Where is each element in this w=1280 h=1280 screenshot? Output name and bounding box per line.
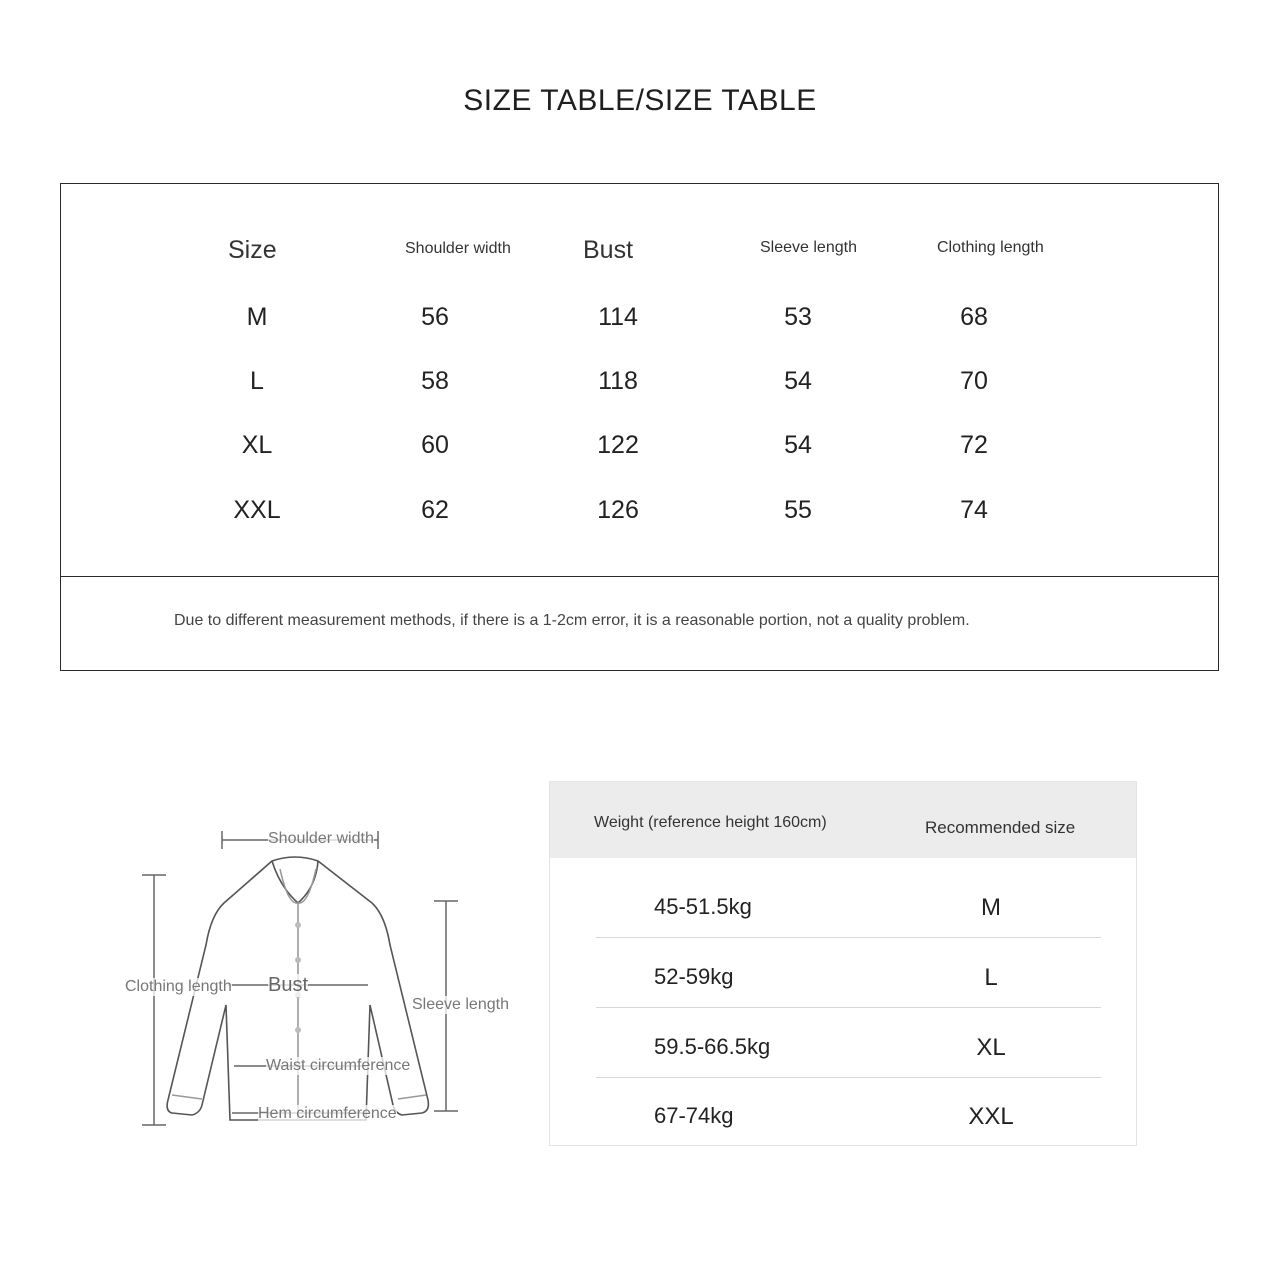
header-bust: Bust	[583, 236, 634, 264]
header-recommended-size: Recommended size	[925, 818, 1076, 837]
row-xxl-bust: 126	[597, 496, 639, 524]
row-xl-sleeve: 54	[784, 431, 812, 459]
header-shoulder-width: Shoulder width	[405, 240, 511, 257]
label-shoulder-width: Shoulder width	[268, 830, 374, 847]
weight-value: 59.5-66.5kg	[654, 1034, 771, 1059]
page-title: SIZE TABLE/SIZE TABLE	[463, 84, 817, 117]
label-bust: Bust	[268, 974, 309, 996]
row-xxl-size: XXL	[233, 496, 281, 524]
row-xl-bust: 122	[597, 431, 639, 459]
header-clothing-length: Clothing length	[937, 239, 1044, 256]
table-row	[596, 1077, 1101, 1147]
row-l-bust: 118	[598, 367, 638, 395]
row-m-sleeve: 53	[784, 303, 812, 331]
row-xl-size: XL	[241, 431, 273, 459]
row-l-size: L	[250, 367, 264, 395]
measurement-diagram	[110, 815, 540, 1145]
size-table	[60, 183, 1219, 671]
table-divider	[61, 576, 1218, 577]
header-size: Size	[228, 236, 277, 264]
row-l-shoulder: 58	[421, 367, 449, 395]
label-sleeve-length: Sleeve length	[412, 996, 509, 1013]
size-value: XL	[976, 1034, 1006, 1061]
size-value: XXL	[968, 1103, 1014, 1130]
table-row	[596, 868, 1101, 938]
row-xl-shoulder: 60	[421, 431, 449, 459]
weight-value: 67-74kg	[654, 1103, 734, 1128]
weight-value: 45-51.5kg	[654, 894, 752, 919]
row-m-shoulder: 56	[421, 303, 449, 331]
row-m-length: 68	[960, 303, 988, 331]
row-xxl-length: 74	[960, 496, 988, 524]
row-l-length: 70	[960, 367, 988, 395]
row-l-sleeve: 54	[784, 367, 812, 395]
label-clothing-length: Clothing length	[125, 978, 232, 995]
size-value: M	[981, 894, 1001, 921]
header-weight: Weight (reference height 160cm)	[594, 814, 827, 831]
row-m-bust: 114	[598, 303, 638, 331]
header-sleeve-length: Sleeve length	[760, 239, 857, 256]
row-xxl-sleeve: 55	[784, 496, 812, 524]
recommended-size-table	[549, 781, 1137, 1146]
size-value: L	[984, 964, 998, 991]
weight-value: 52-59kg	[654, 964, 734, 989]
measurement-note: Due to different measurement methods, if there is a 1-2cm error, it is a reasonable portion, not a quality problem.	[174, 612, 970, 629]
label-hem-circumference: Hem circumference	[258, 1105, 397, 1122]
row-m-size: M	[246, 303, 268, 331]
row-xxl-shoulder: 62	[421, 496, 449, 524]
table-row	[596, 938, 1101, 1008]
recommend-table-header	[550, 782, 1136, 858]
label-waist-circumference: Waist circumference	[266, 1057, 411, 1074]
table-row	[596, 1008, 1101, 1078]
row-xl-length: 72	[960, 431, 988, 459]
